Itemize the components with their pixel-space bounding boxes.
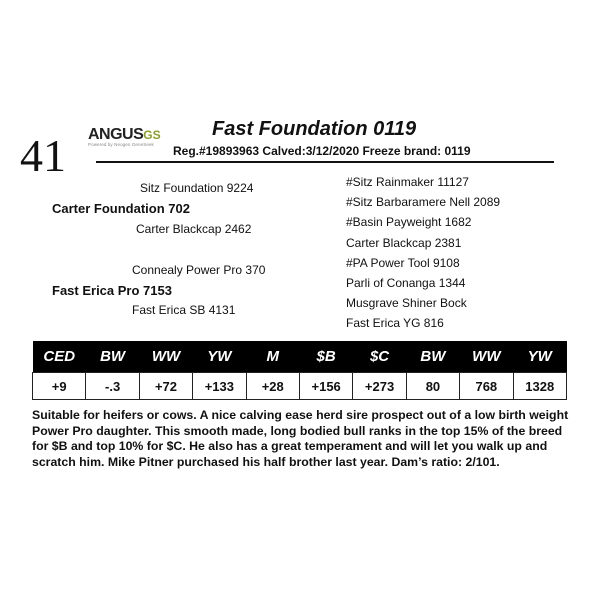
animal-title: Fast Foundation 0119 [212, 118, 417, 140]
epd-header: $C [353, 341, 406, 373]
logo-suffix: GS [143, 128, 161, 142]
epd-header: BW [406, 341, 459, 373]
pedigree-right-column [346, 172, 546, 334]
dam-bottom-left: Fast Erica SB 4131 [132, 303, 236, 317]
sire-top-left: Sitz Foundation 9224 [140, 181, 254, 195]
pedigree-ancestor: #Sitz Barbaramere Nell 2089 [346, 195, 501, 210]
epd-header: BW [86, 341, 139, 373]
epd-header: WW [139, 341, 192, 373]
epd-value: +156 [299, 373, 352, 400]
pedigree-ancestor: Parli of Conanga 1344 [346, 276, 466, 291]
epd-value: +72 [139, 373, 192, 400]
epd-header: YW [193, 341, 246, 373]
pedigree-ancestor: Fast Erica YG 816 [346, 316, 444, 331]
pedigree-ancestor: #Sitz Rainmaker 11127 [346, 175, 469, 189]
epd-value: +133 [193, 373, 246, 400]
dam-name: Fast Erica Pro 7153 [52, 283, 172, 298]
angus-gs-logo [88, 126, 168, 154]
epd-value: +28 [246, 373, 299, 400]
epd-value: 1328 [513, 373, 566, 400]
epd-header: WW [460, 341, 513, 373]
epd-value: +9 [33, 373, 86, 400]
epd-header: YW [513, 341, 566, 373]
logo-word: ANGUS [88, 126, 144, 143]
pedigree-ancestor: Musgrave Shiner Bock [346, 296, 467, 311]
epd-table [32, 341, 567, 400]
epd-header: CED [33, 341, 86, 373]
epd-value: -.3 [86, 373, 139, 400]
title-divider [96, 161, 554, 163]
logo-tagline: Powered by Neogen GeneSeek [88, 142, 154, 147]
registration-line: Reg.#19893963 Calved:3/12/2020 Freeze brand: 0119 [173, 144, 471, 158]
pedigree-ancestor: Carter Blackcap 2381 [346, 235, 462, 250]
pedigree-ancestor: #PA Power Tool 9108 [346, 255, 460, 270]
epd-value: 80 [406, 373, 459, 400]
epd-header: $B [299, 341, 352, 373]
sire-name: Carter Foundation 702 [52, 201, 190, 216]
epd-header: M [246, 341, 299, 373]
epd-value: +273 [353, 373, 406, 400]
dam-top-left: Connealy Power Pro 370 [132, 263, 266, 277]
lot-number: 41 [20, 130, 66, 181]
epd-header-row [33, 341, 567, 373]
sire-bottom-left: Carter Blackcap 2462 [136, 222, 252, 236]
epd-value: 768 [460, 373, 513, 400]
pedigree-ancestor: #Basin Payweight 1682 [346, 215, 472, 230]
epd-value-row [33, 373, 567, 400]
lot-description: Suitable for heifers or cows. A nice calving ease herd sire prospect out of a low birth weight Power Pro daughter. This smooth made, long bodied bull ranks in the top 15% of the breed for $B and top 10% for $C. He also has a great temperament and will let you walk up and scratch him. Mike Pitner purchased his half brother last year. Dam’s ratio: 2/101. [32, 408, 569, 469]
